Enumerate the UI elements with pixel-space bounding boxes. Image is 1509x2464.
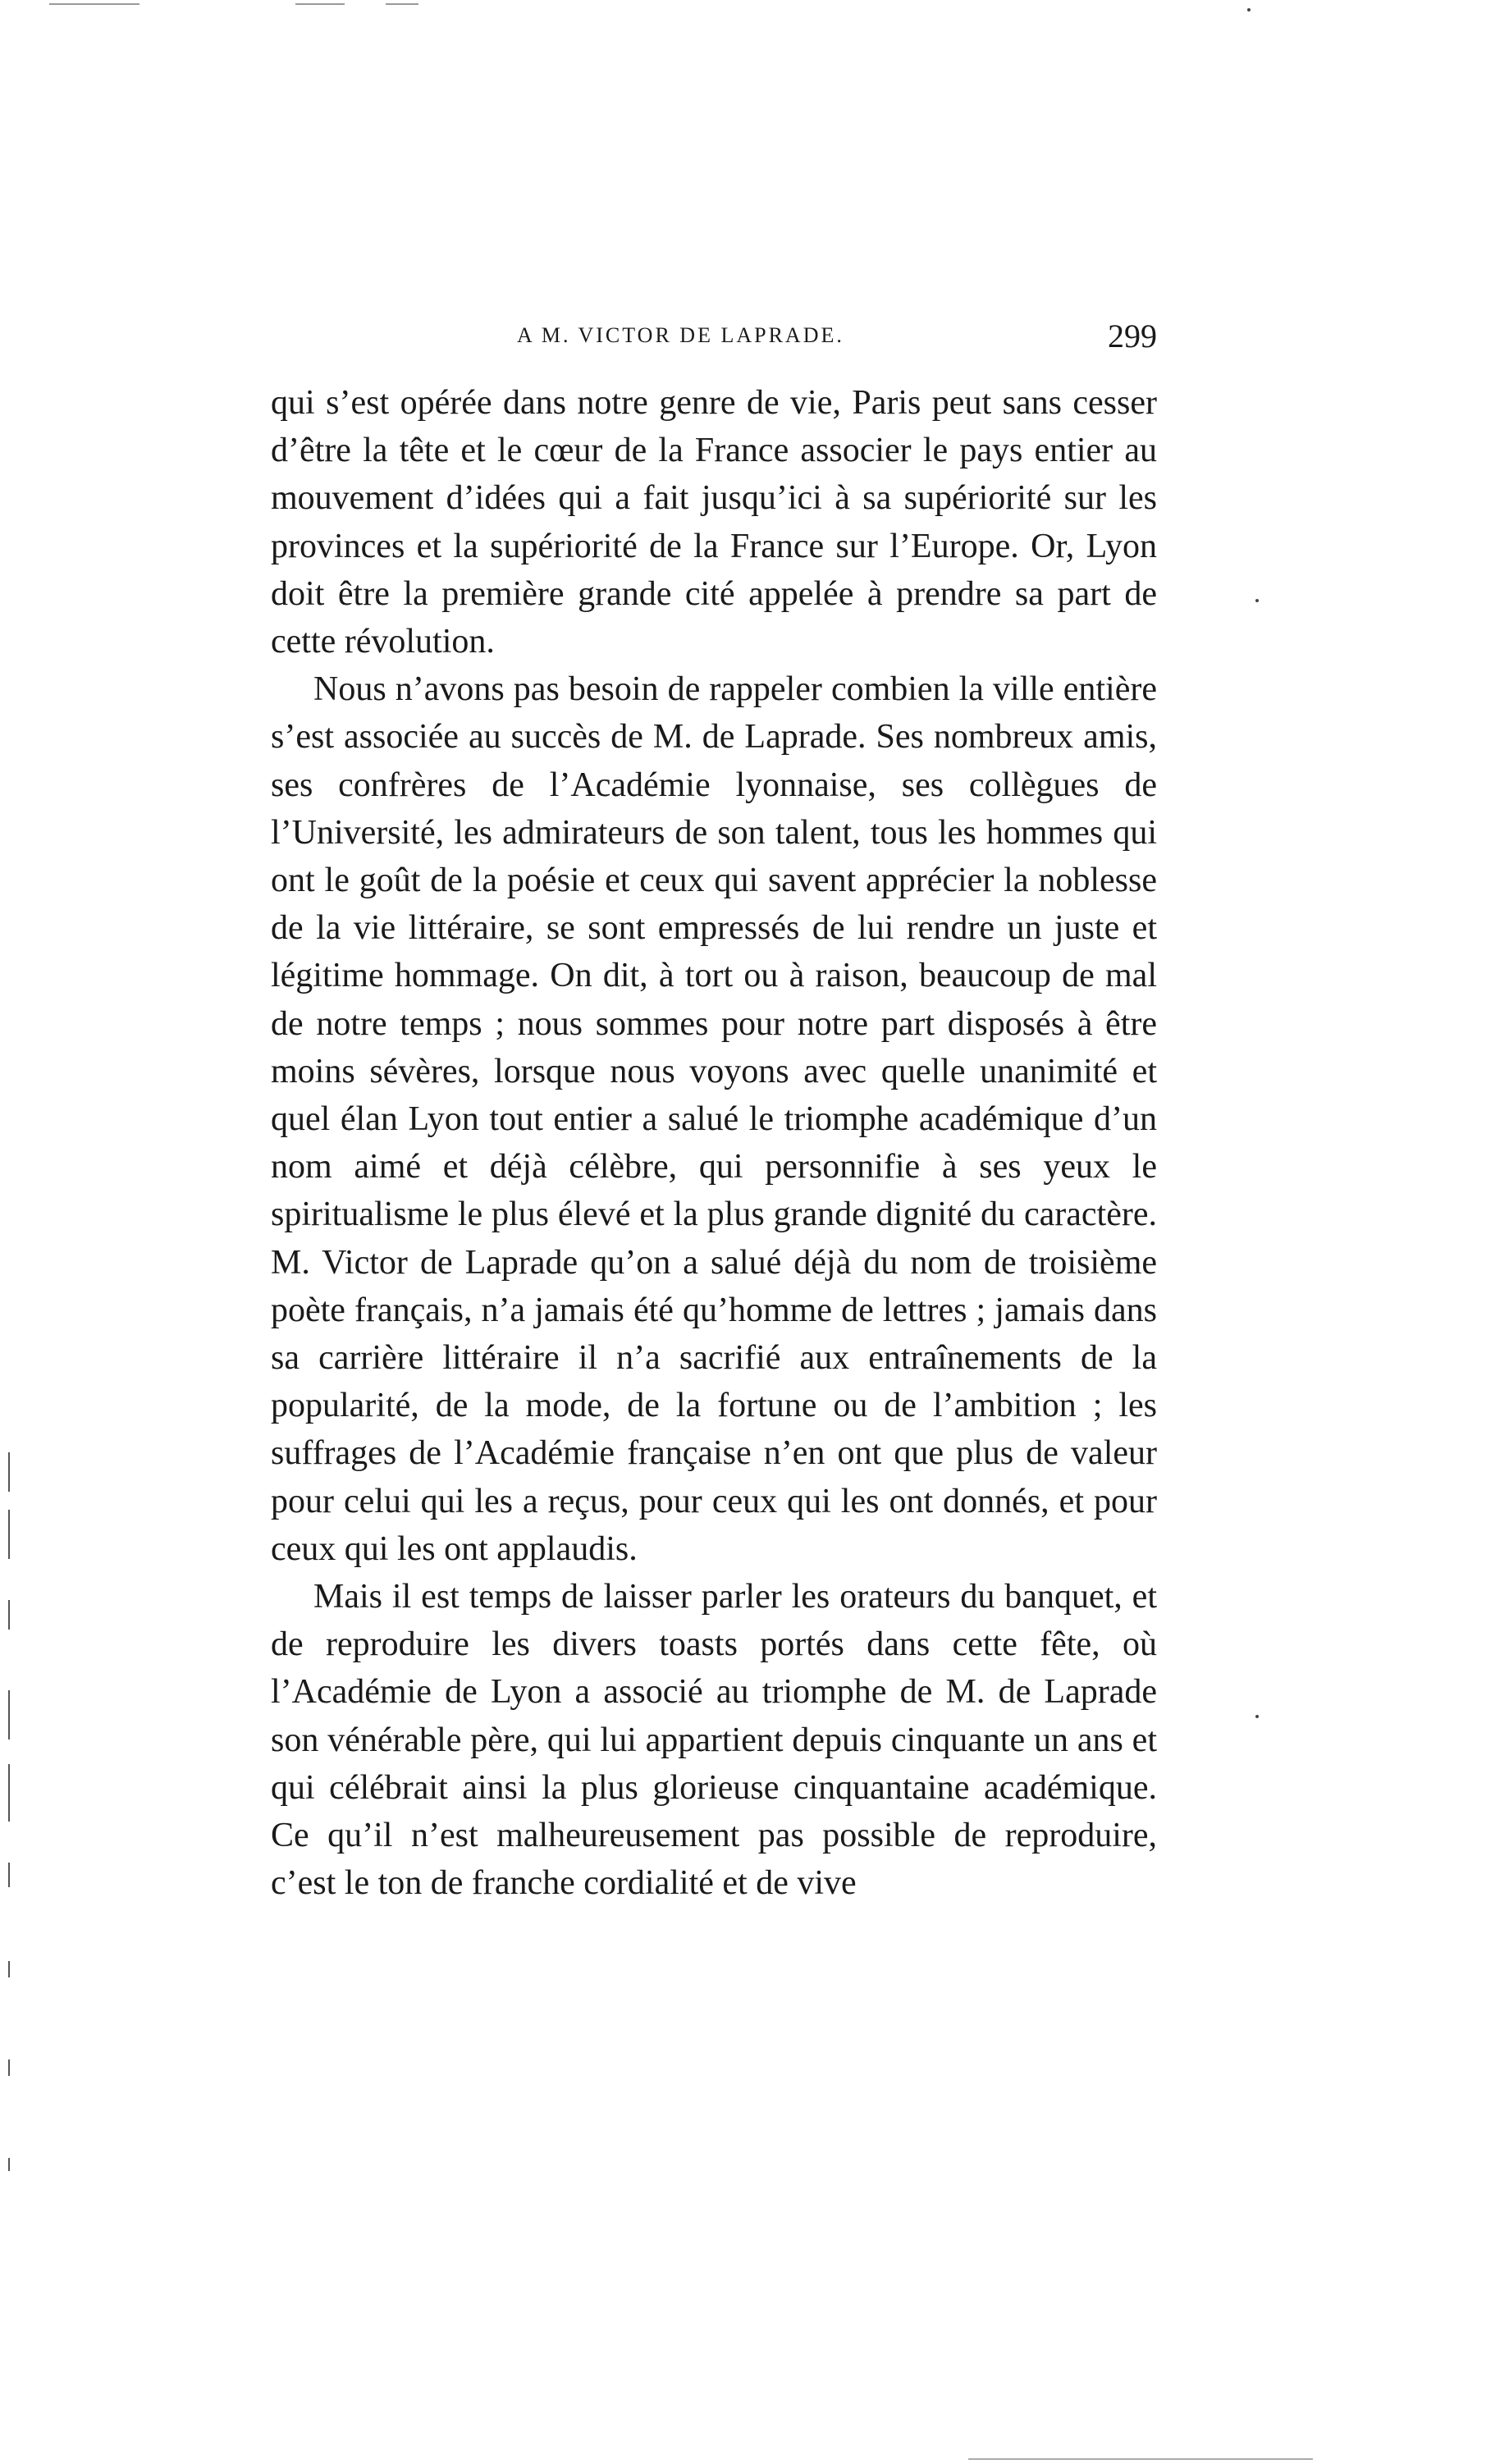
paragraph-3: Mais il est temps de laisser parler les orateurs du banquet, et de reproduire les divers toasts portés dans cette fête, où l’Académie de Lyon a associé au triomphe de M. de Laprade son vénérable père, qui lui appartient depuis cinquante un ans et qui célébrait ainsi la plus glorieuse cinquantaine académique. Ce qu’il n’est malheureusement pas possible de reproduire, c’est le ton de franche cordialité et de vive [271,1578,1157,1903]
margin-mark [8,1452,10,1492]
margin-mark [8,1510,10,1559]
paragraph-2: Nous n’avons pas besoin de rappeler combien la ville entière s’est associée au succès de M. de Laprade. Ses nombreux amis, ses confrères de l’Académie lyonnaise, ses collègues de l’Université, les admirateurs de son talent, tous les hommes qui ont le goût de la poésie et ceux qui savent apprécier la noblesse de la vie littéraire, se sont empressés de lui rendre un juste et légitime hommage. On dit, à tort ou à raison, beaucoup de mal de notre temps ; nous sommes pour notre part disposés à être moins sévères, lorsque nous voyons avec quelle unanimité et quel élan Lyon tout entier a salué le triomphe académique d’un nom aimé et déjà célèbre, qui personnifie à ses yeux le spiritualisme le plus élevé et la plus grande dignité du caractère. M. Victor de Laprade qu’on a salué déjà du nom de troisième poète français, n’a jamais été qu’homme de lettres ; jamais dans sa carrière littéraire il n’a sacrifié aux entraînements de la popularité, de la mode, de la fortune ou de l’ambition ; les suffrages de l’Académie française n’en ont que plus de valeur pour celui qui les a reçus, pour ceux qui les ont donnés, et pour ceux qui les ont applaudis. [271,670,1157,1568]
running-head: A M. VICTOR DE LAPRADE. [517,323,844,347]
page-number: 299 [1108,318,1157,354]
paragraph-1: qui s’est opérée dans notre genre de vie, Paris peut sans cesser d’être la tête et le cœur de la France associer le pays entier au mouvement d’idées qui a fait jusqu’ici à sa supériorité sur les provinces et la supériorité de la France sur l’Europe. Or, Lyon doit être la première grande cité appelée à prendre sa part de cette révolution. [271,384,1157,661]
scan-edge-mark [49,3,139,5]
scan-speck [1255,599,1259,602]
margin-mark [8,1690,10,1739]
scan-edge-mark [295,3,345,5]
margin-mark [8,1600,10,1630]
scan-speck [1255,1715,1259,1718]
scan-edge-mark [386,3,418,5]
scan-speck [1247,8,1251,11]
margin-mark [8,2158,10,2171]
margin-mark [8,1764,10,1822]
body-text [271,379,1157,1908]
margin-mark [8,1961,10,1977]
scan-edge-mark [968,2458,1313,2460]
margin-mark [8,1863,10,1887]
page-header [271,317,1157,366]
margin-mark [8,2059,10,2076]
